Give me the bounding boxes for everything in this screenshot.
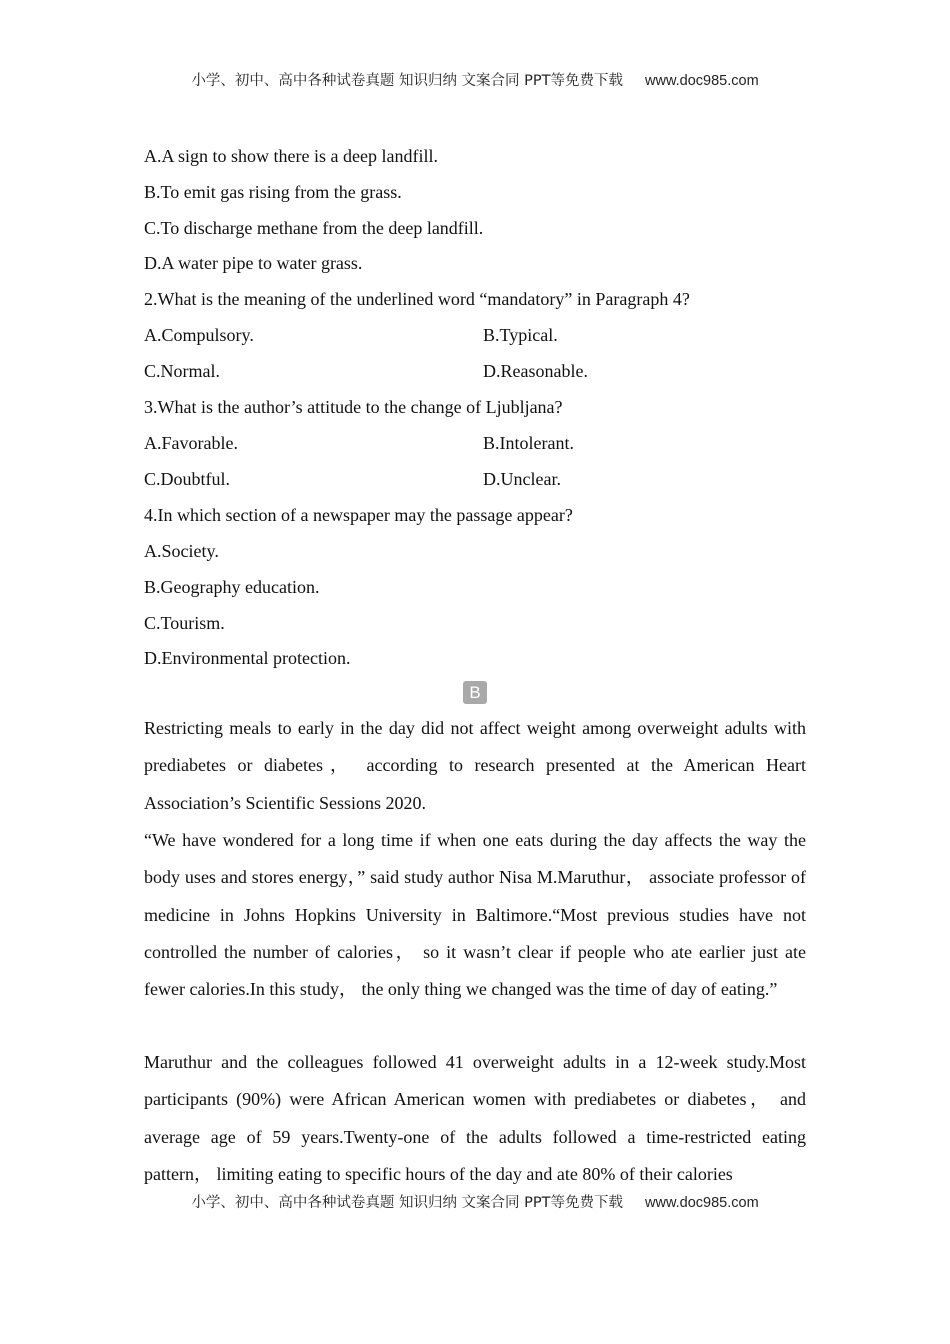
q3-option-c: C.Doubtful. — [144, 469, 231, 489]
q1-option-c: C.To discharge methane from the deep landfill. — [144, 218, 484, 238]
q3-question: 3.What is the author’s attitude to the change of Ljubljana? — [144, 397, 563, 417]
footer-url[interactable]: www.doc985.com — [645, 1195, 759, 1211]
passage-paragraph-1: Restricting meals to early in the day did not affect weight among overweight adults with prediabetes or diabetes， according to research presented at the American Heart Association’s Scientific Sessions 2020. — [144, 718, 806, 813]
q2-option-c: C.Normal. — [144, 361, 220, 381]
q2-options-row-1 — [144, 324, 558, 346]
page-footer — [0, 1191, 950, 1212]
page-header — [0, 69, 950, 90]
q2-options-row-2 — [144, 360, 588, 382]
header-url[interactable]: www.doc985.com — [645, 73, 759, 89]
passage-paragraph-2: “We have wondered for a long time if when one eats during the day affects the way the body uses and stores energy，” said study author Nisa M.Maruthur， associate professor of medicine in Johns Hopkins University in Baltimore.“Most previous studies have not controlled the number of calories， so it wasn’t clear if people who ate earlier just ate fewer calories.In this study， the only thing we changed was the time of day of eating.” — [144, 830, 806, 1000]
q2-question: 2.What is the meaning of the underlined word “mandatory” in Paragraph 4? — [144, 289, 690, 309]
q4-question: 4.In which section of a newspaper may the passage appear? — [144, 505, 573, 525]
q3-options-row-2 — [144, 468, 561, 490]
q2-option-a: A.Compulsory. — [144, 325, 254, 345]
q3-option-b: B.Intolerant. — [483, 433, 574, 453]
header-text: 小学、初中、高中各种试卷真题 知识归纳 文案合同 PPT等免费下载 — [191, 73, 624, 89]
q1-option-b: B.To emit gas rising from the grass. — [144, 182, 402, 202]
q4-option-d: D.Environmental protection. — [144, 648, 351, 668]
q4-option-b: B.Geography education. — [144, 577, 320, 597]
q4-option-c: C.Tourism. — [144, 613, 225, 633]
q1-option-d: D.A water pipe to water grass. — [144, 253, 363, 273]
passage-paragraph-3: Maruthur and the colleagues followed 41 overweight adults in a 12-week study.Most participants (90%) were African American women with prediabetes or diabetes， and average age of 59 years.Twenty-one of the adults followed a time-restricted eating pattern， limiting eating to specific hours of the day and ate 80% of their calories — [144, 1052, 806, 1184]
q1-option-a: A.A sign to show there is a deep landfill. — [144, 146, 438, 166]
section-b-badge: B — [463, 681, 487, 704]
q3-option-a: A.Favorable. — [144, 433, 238, 453]
q3-options-row-1 — [144, 432, 574, 454]
footer-text: 小学、初中、高中各种试卷真题 知识归纳 文案合同 PPT等免费下载 — [191, 1195, 624, 1211]
q2-option-b: B.Typical. — [483, 325, 558, 345]
q4-option-a: A.Society. — [144, 541, 219, 561]
q3-option-d: D.Unclear. — [483, 469, 561, 489]
q2-option-d: D.Reasonable. — [483, 361, 588, 381]
